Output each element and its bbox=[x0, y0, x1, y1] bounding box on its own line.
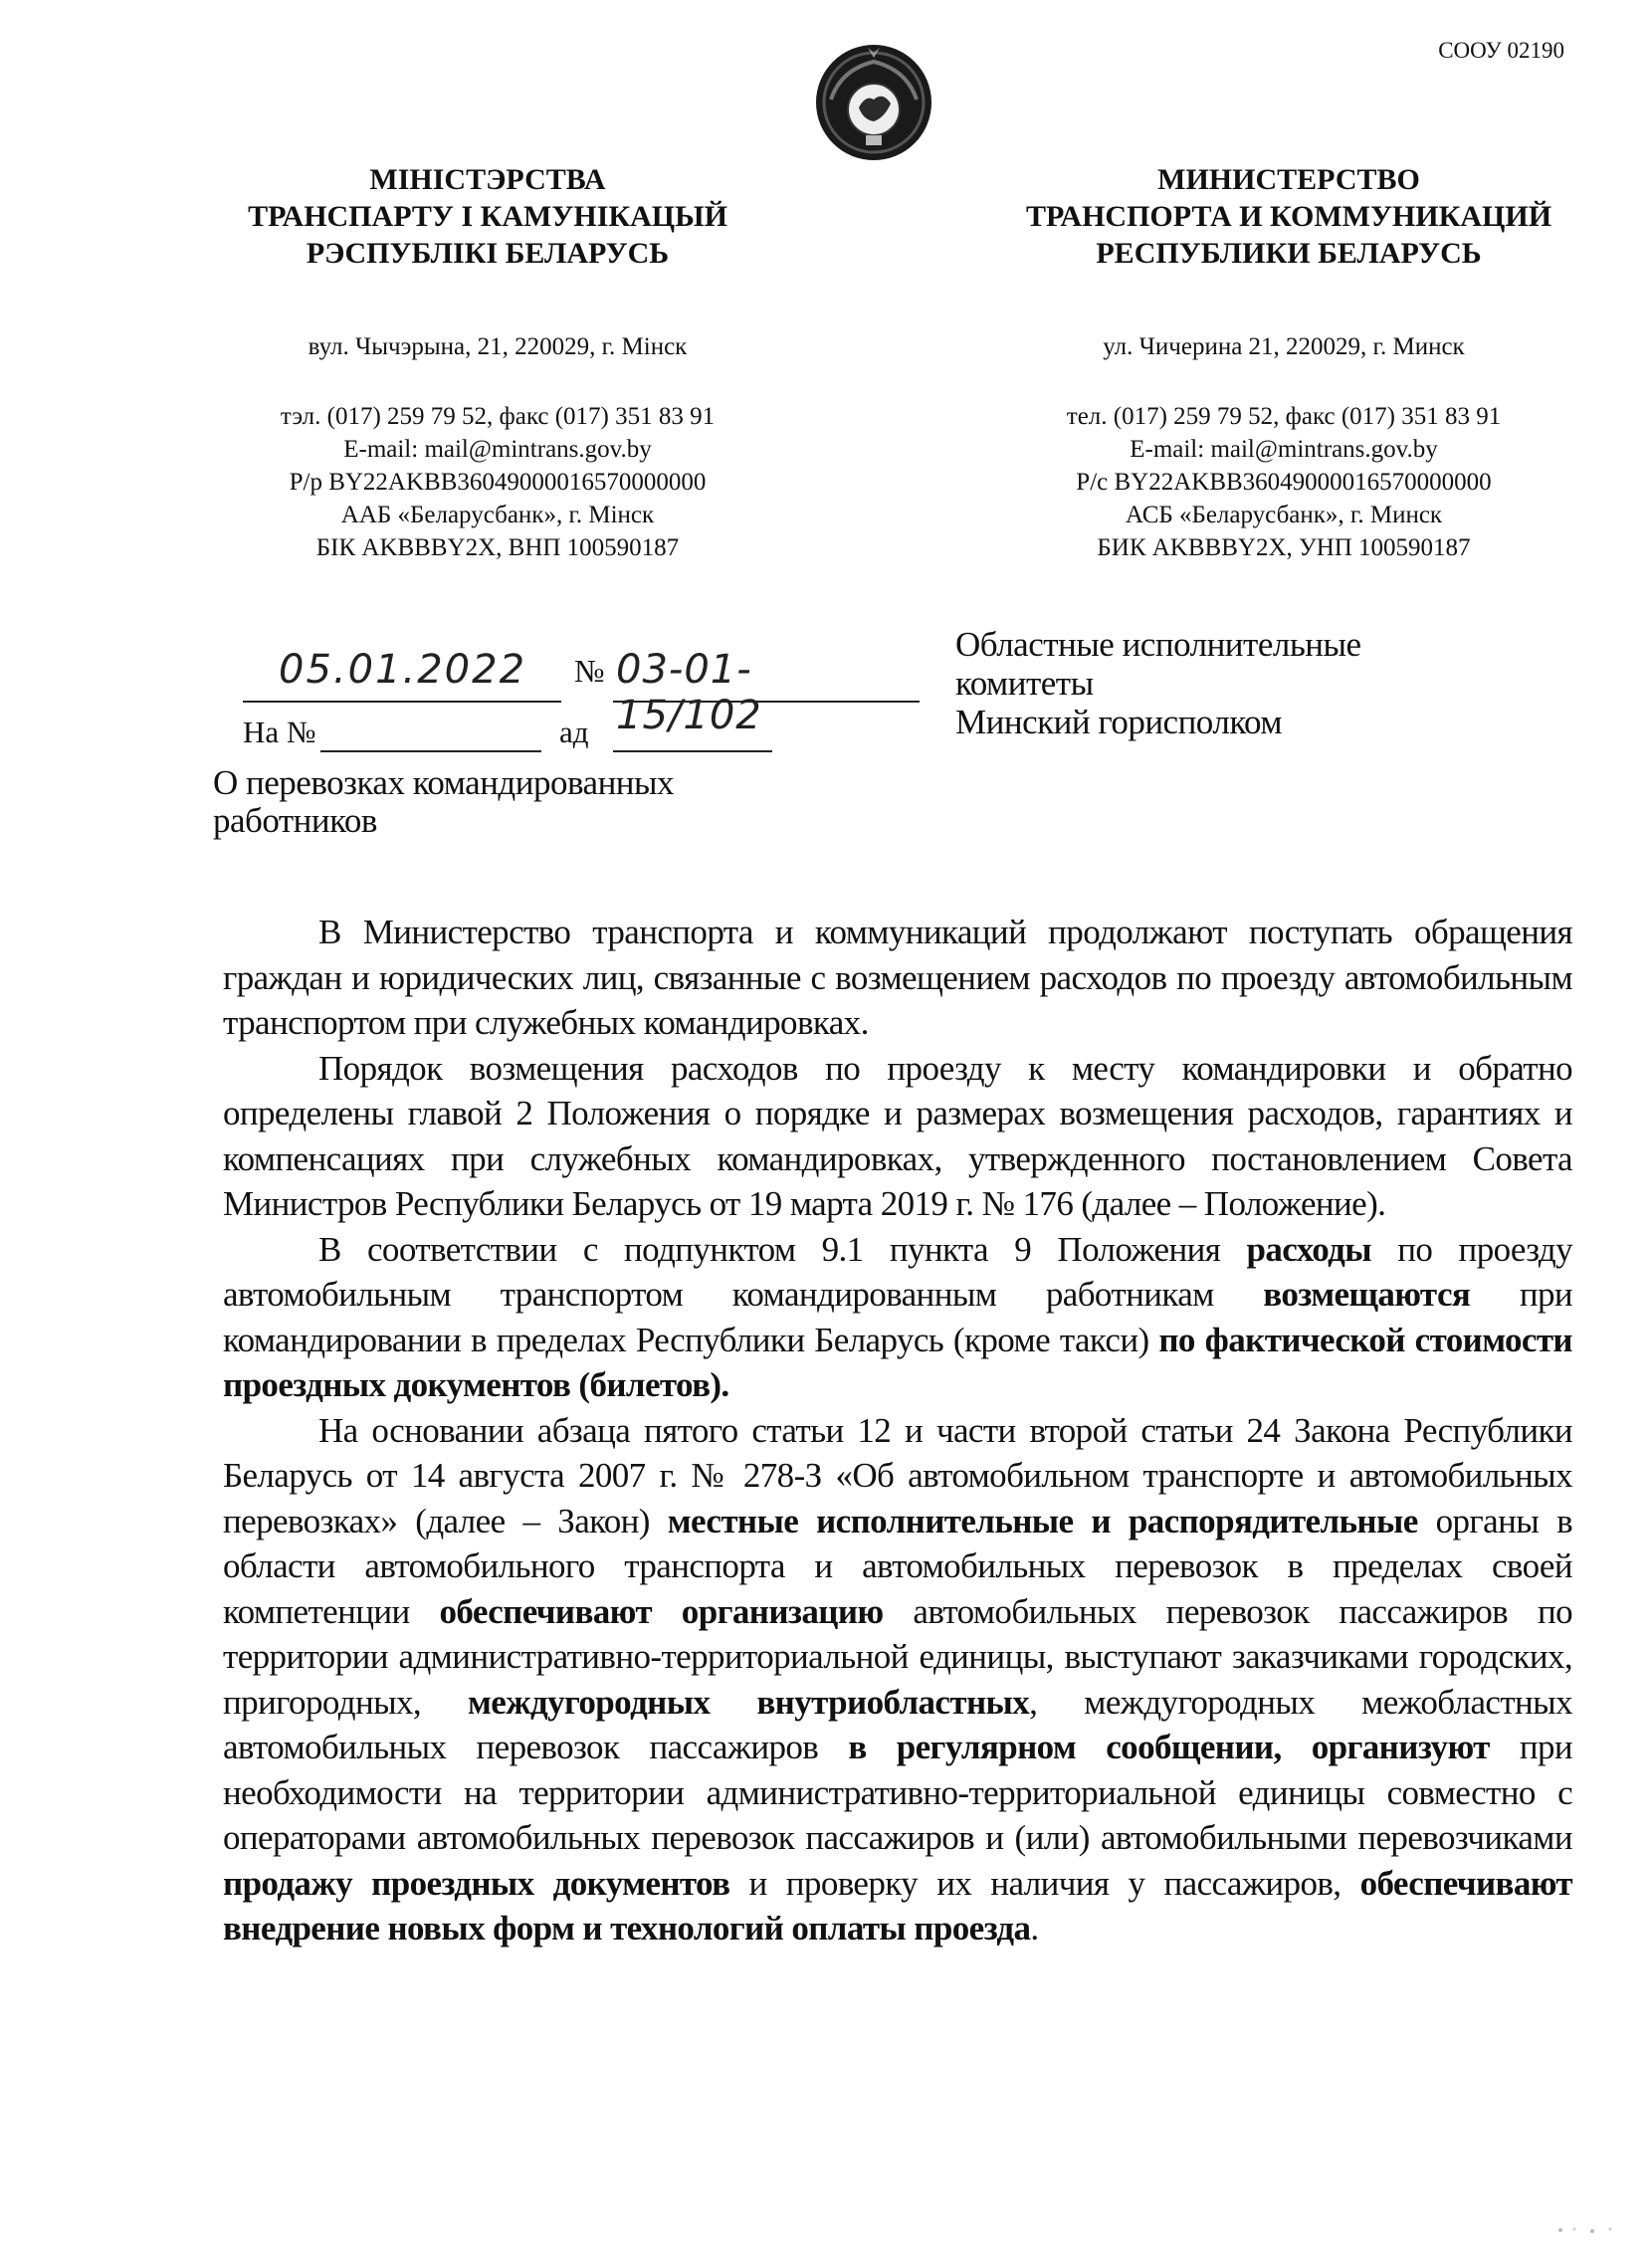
address-account: Р/р BY22AKBB36049000016570000000 bbox=[289, 469, 707, 496]
header-line: МИНИСТЕРСТВО bbox=[1157, 163, 1420, 196]
recipient-line: Минский горисполком bbox=[955, 703, 1283, 741]
bold-run: междугородных внутриобластных bbox=[468, 1682, 1030, 1722]
letter-body bbox=[223, 910, 1572, 1951]
bold-run: обеспечивают внедрение новых форм и технологий оплаты проезда bbox=[223, 1863, 1573, 1948]
letter-subject bbox=[213, 764, 810, 840]
handwritten-number: 03-01-15/102 bbox=[616, 647, 762, 738]
address-bic: БИК AKBBBY2X, УНП 100590187 bbox=[1097, 534, 1471, 561]
address-belarusian bbox=[209, 330, 786, 564]
subject-line: О перевозках командированных bbox=[213, 763, 675, 802]
address-bank: АСБ «Беларусбанк», г. Минск bbox=[1125, 502, 1443, 528]
reference-from-label: ад bbox=[559, 715, 589, 749]
address-phone: тел. (017) 259 79 52, факс (017) 351 83 91 bbox=[1066, 403, 1502, 430]
address-street: вул. Чычэрына, 21, 220029, г. Мінск bbox=[308, 333, 688, 360]
address-phone: тэл. (017) 259 79 52, факс (017) 351 83 91 bbox=[280, 403, 716, 430]
header-belarusian bbox=[209, 161, 766, 272]
handwritten-date: 05.01.2022 bbox=[279, 647, 527, 693]
reference-label: На № bbox=[243, 715, 316, 749]
state-emblem-icon bbox=[811, 40, 936, 165]
bold-run: возмещаются bbox=[1263, 1275, 1471, 1314]
text-run: В соответствии с подпунктом 9.1 пункта 9 Положения bbox=[318, 1229, 1247, 1269]
text-run: по проезду автомобильным транспортом командированным работникам bbox=[223, 1229, 1572, 1314]
reference-line bbox=[243, 715, 800, 758]
body-paragraph-4 bbox=[223, 1408, 1572, 1951]
number-underline bbox=[613, 701, 920, 703]
text-run: и проверку их наличия у пассажиров, bbox=[729, 1863, 1360, 1903]
header-line: РЕСПУБЛИКИ БЕЛАРУСЬ bbox=[1096, 237, 1482, 270]
subject-line: работников bbox=[213, 801, 377, 840]
address-account: Р/с BY22AKBB36049000016570000000 bbox=[1076, 469, 1492, 496]
header-line: МІНІСТЭРСТВА bbox=[369, 163, 606, 196]
text-run: автомобильных перевозок пассажиров по территории административно-территориальной единицы, выступают заказчиками городских, пригородных, bbox=[223, 1591, 1572, 1722]
bold-run: расходы bbox=[1246, 1229, 1372, 1269]
text-run: при командировании в пределах Республики Беларусь (кроме такси) bbox=[223, 1275, 1573, 1359]
address-bic: БІК AKBBBY2X, ВНП 100590187 bbox=[315, 534, 680, 561]
reference-date-blank bbox=[613, 750, 772, 752]
bold-run: в регулярном сообщении, организуют bbox=[848, 1728, 1490, 1766]
text-run: при необходимости на территории административно-территориальной единицы совместно с операторами автомобильных перевозок пассажиров и (или) автомобильными перевозчиками bbox=[223, 1728, 1573, 1857]
recipient-line: комитеты bbox=[955, 664, 1094, 703]
scan-artifact bbox=[1552, 2223, 1622, 2237]
text-run: . bbox=[1030, 1909, 1039, 1948]
text-run: На основании абзаца пятого статьи 12 и части второй статьи 24 Закона Республики Беларусь от 14 августа 2007 г. № 278-З «Об автомобильном транспорте и автомобильных перевозках» (далее – Закон) bbox=[223, 1410, 1572, 1540]
header-line: ТРАНСПАРТУ І КАМУНІКАЦЫЙ bbox=[248, 200, 727, 233]
body-paragraph-3 bbox=[223, 1227, 1572, 1408]
address-email: E-mail: mail@mintrans.gov.by bbox=[1130, 436, 1438, 463]
reference-number-blank bbox=[320, 750, 541, 752]
address-email: E-mail: mail@mintrans.gov.by bbox=[343, 436, 652, 463]
bold-run: продажу проездных документов bbox=[223, 1863, 730, 1903]
header-russian bbox=[970, 161, 1607, 272]
bold-run: обеспечивают организацию bbox=[439, 1591, 884, 1631]
bold-run: по фактической стоимости проездных документов (билетов). bbox=[223, 1320, 1572, 1404]
body-paragraph-1: В Министерство транспорта и коммуникаций продолжают поступать обращения граждан и юридических лиц, связанные с возмещением расходов по проезду автомобильным транспортом при служебных командировках. bbox=[223, 913, 1572, 1042]
number-sign: № bbox=[574, 653, 605, 689]
header-line: РЭСПУБЛІКІ БЕЛАРУСЬ bbox=[306, 237, 670, 270]
recipient-block bbox=[955, 625, 1513, 741]
header-line: ТРАНСПОРТА И КОММУНИКАЦИЙ bbox=[1025, 200, 1552, 233]
recipient-line: Областные исполнительные bbox=[955, 625, 1361, 664]
date-underline bbox=[243, 701, 561, 703]
document-code: СООУ 02190 bbox=[1438, 38, 1564, 63]
body-paragraph-2: Порядок возмещения расходов по проезду к месту командировки и обратно определены главой 2 Положения о порядке и размерах возмещения расходов, гарантиях и компенсациях при служебных командировках, утвержденного постановлением Совета Министров Республики Беларусь от 19 марта 2019 г. № 176 (далее – Положение). bbox=[223, 1048, 1572, 1223]
bold-run: местные исполнительные и распорядительные bbox=[667, 1501, 1418, 1540]
text-run: , междугородных межобластных автомобильных перевозок пассажиров bbox=[223, 1682, 1572, 1766]
text-run: органы в области автомобильного транспорта и автомобильных перевозок в пределах своей компетенции bbox=[223, 1501, 1572, 1631]
address-bank: ААБ «Беларусбанк», г. Мінск bbox=[340, 502, 655, 528]
address-street: ул. Чичерина 21, 220029, г. Минск bbox=[1103, 333, 1465, 360]
address-russian bbox=[985, 330, 1582, 564]
